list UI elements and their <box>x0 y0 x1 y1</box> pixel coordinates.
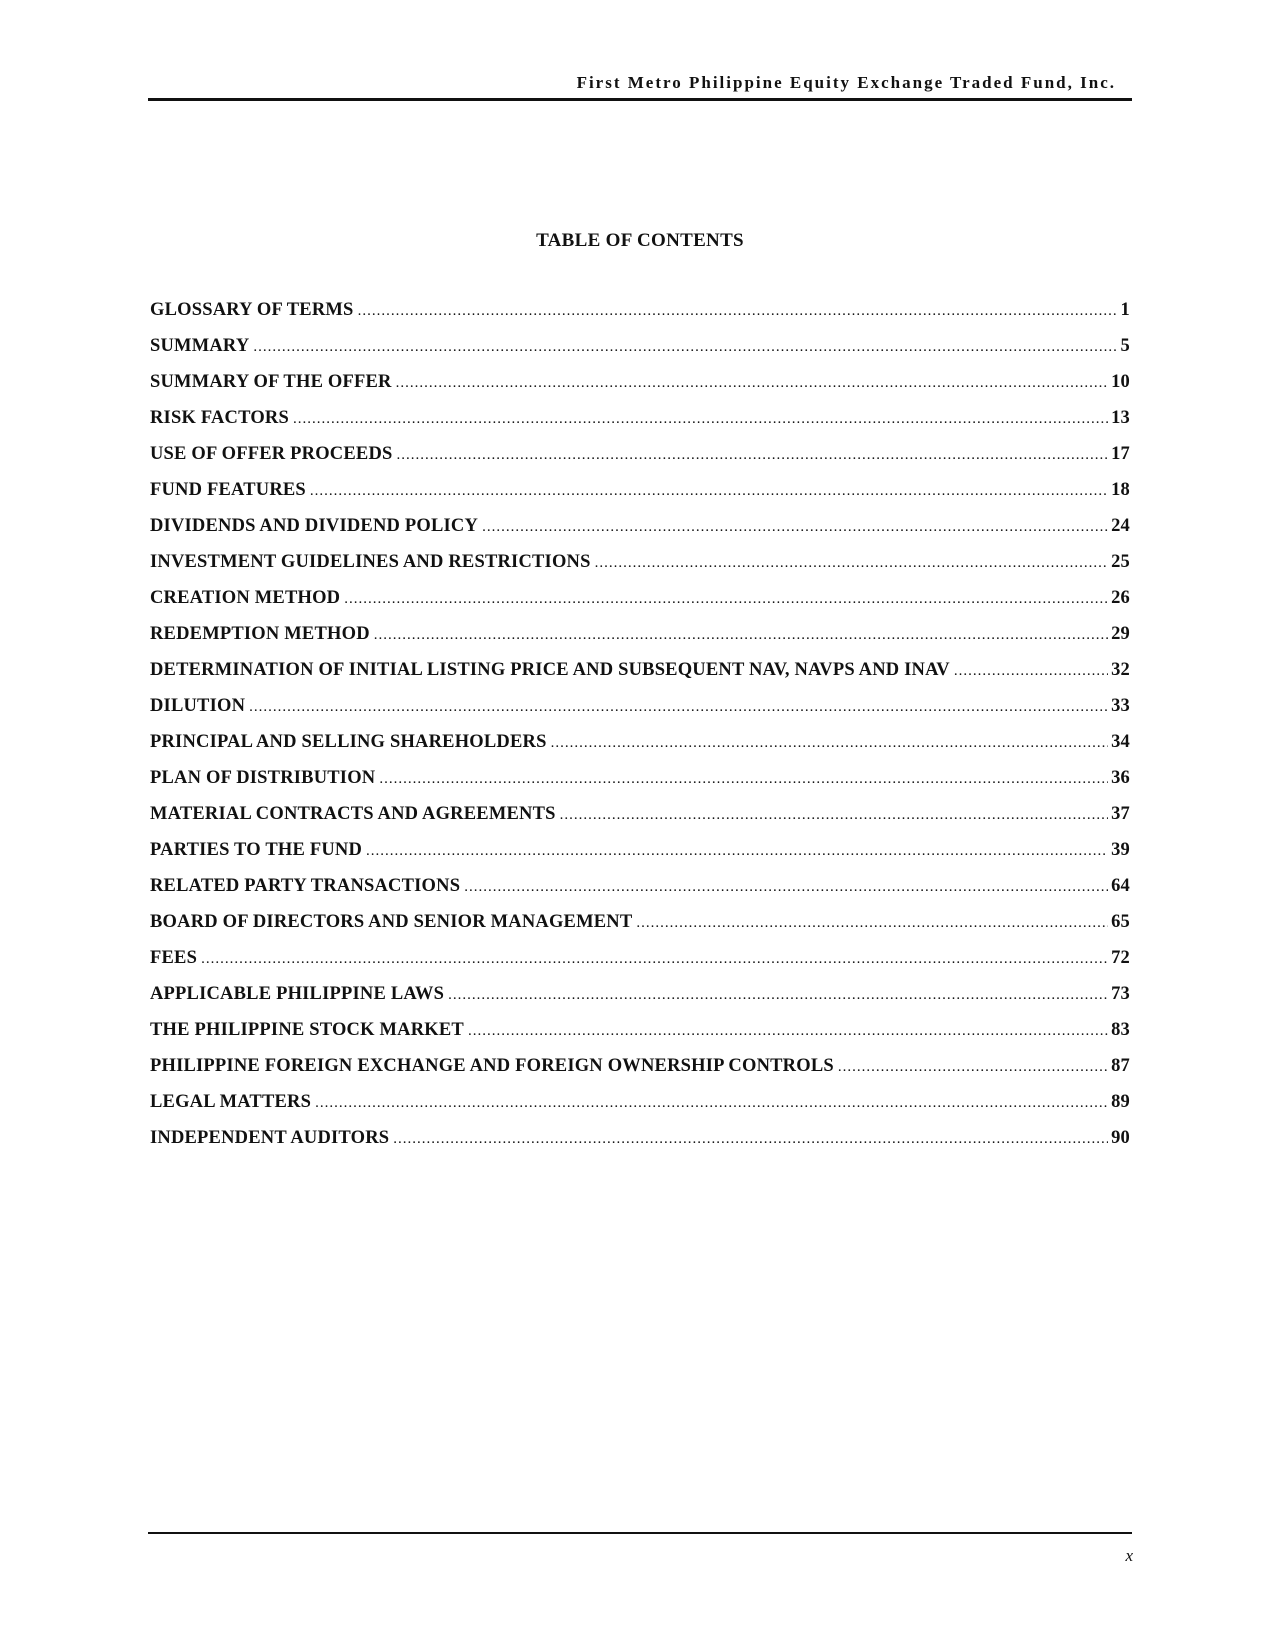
toc-entry-page: 34 <box>1111 732 1130 752</box>
toc-entry-label: REDEMPTION METHOD <box>150 624 370 644</box>
toc-entry-label: PRINCIPAL AND SELLING SHAREHOLDERS <box>150 732 547 752</box>
toc-dot-leader <box>310 483 1108 500</box>
toc-dot-leader <box>464 879 1108 896</box>
toc-dot-leader <box>253 339 1117 356</box>
toc-dot-leader <box>954 663 1108 680</box>
toc-entry-page: 37 <box>1111 804 1130 824</box>
toc-dot-leader <box>201 951 1108 968</box>
toc-entry[interactable] <box>150 768 1130 804</box>
toc-entry-page: 26 <box>1111 588 1130 608</box>
toc-dot-leader <box>293 411 1108 428</box>
toc-entry-label: USE OF OFFER PROCEEDS <box>150 444 393 464</box>
toc-dot-leader <box>636 915 1108 932</box>
toc-dot-leader <box>595 555 1109 572</box>
toc-entry-label: APPLICABLE PHILIPPINE LAWS <box>150 984 445 1004</box>
toc-entry-page: 33 <box>1111 696 1130 716</box>
toc-dot-leader <box>551 735 1109 752</box>
toc-entry-page: 83 <box>1111 1020 1130 1040</box>
toc-entry-page: 89 <box>1111 1092 1130 1112</box>
toc-entry-page: 36 <box>1111 768 1130 788</box>
toc-dot-leader <box>358 303 1118 320</box>
toc-entry[interactable] <box>150 1056 1130 1092</box>
toc-entry[interactable] <box>150 1020 1130 1056</box>
toc-dot-leader <box>366 843 1108 860</box>
toc-dot-leader <box>468 1023 1108 1040</box>
running-header: First Metro Philippine Equity Exchange Traded Fund, Inc. <box>576 73 1116 92</box>
toc-entry-page: 32 <box>1111 660 1130 680</box>
toc-entry-page: 39 <box>1111 840 1130 860</box>
toc-entry[interactable] <box>150 1128 1130 1164</box>
toc-entry-label: SUMMARY OF THE OFFER <box>150 372 392 392</box>
toc-entry-label: PLAN OF DISTRIBUTION <box>150 768 376 788</box>
footer-page-number: x <box>1125 1546 1133 1565</box>
toc-entry-label: GLOSSARY OF TERMS <box>150 300 354 320</box>
toc-dot-leader <box>560 807 1108 824</box>
toc-entry-label: DETERMINATION OF INITIAL LISTING PRICE AND SUBSEQUENT NAV, NAVPS AND INAV <box>150 660 950 680</box>
header-rule <box>148 98 1132 101</box>
toc-dot-leader <box>374 627 1108 644</box>
footer-rule <box>148 1532 1132 1534</box>
toc-entry-label: MATERIAL CONTRACTS AND AGREEMENTS <box>150 804 556 824</box>
toc-dot-leader <box>482 519 1108 536</box>
toc-dot-leader <box>249 699 1108 716</box>
toc-entry-page: 24 <box>1111 516 1130 536</box>
toc-entry[interactable] <box>150 516 1130 552</box>
toc-entry-page: 25 <box>1111 552 1130 572</box>
toc-dot-leader <box>393 1131 1108 1148</box>
toc-dot-leader <box>379 771 1108 788</box>
toc-entry-label: DILUTION <box>150 696 246 716</box>
toc-entry-page: 90 <box>1111 1128 1130 1148</box>
toc-entry-label: INVESTMENT GUIDELINES AND RESTRICTIONS <box>150 552 591 572</box>
toc-entry-page: 1 <box>1120 300 1130 320</box>
toc-entry-label: SUMMARY <box>150 336 250 356</box>
toc-entry-page: 64 <box>1111 876 1130 896</box>
toc-entry[interactable] <box>150 696 1130 732</box>
toc-title: TABLE OF CONTENTS <box>536 230 744 251</box>
toc-entry-label: LEGAL MATTERS <box>150 1092 312 1112</box>
toc-entry-label: RELATED PARTY TRANSACTIONS <box>150 876 461 896</box>
toc-entry[interactable] <box>150 336 1130 372</box>
toc-entry[interactable] <box>150 300 1130 336</box>
toc-entry[interactable] <box>150 408 1130 444</box>
toc-entry[interactable] <box>150 732 1130 768</box>
toc-dot-leader <box>396 375 1108 392</box>
toc-dot-leader <box>315 1095 1108 1112</box>
toc-entry-page: 65 <box>1111 912 1130 932</box>
toc-entry-label: INDEPENDENT AUDITORS <box>150 1128 390 1148</box>
toc-entry[interactable] <box>150 588 1130 624</box>
toc-entry-page: 13 <box>1111 408 1130 428</box>
toc-dot-leader <box>448 987 1108 1004</box>
toc-entry-page: 5 <box>1120 336 1130 356</box>
toc-entry-label: PHILIPPINE FOREIGN EXCHANGE AND FOREIGN OWNERSHIP CONTROLS <box>150 1056 834 1076</box>
toc-entry-page: 73 <box>1111 984 1130 1004</box>
toc-entry[interactable] <box>150 660 1130 696</box>
toc-entry-label: CREATION METHOD <box>150 588 341 608</box>
toc-entry[interactable] <box>150 552 1130 588</box>
toc-entry[interactable] <box>150 876 1130 912</box>
toc-entry-page: 18 <box>1111 480 1130 500</box>
toc-entry[interactable] <box>150 372 1130 408</box>
toc-entry[interactable] <box>150 984 1130 1020</box>
toc-entry-label: RISK FACTORS <box>150 408 289 428</box>
toc-dot-leader <box>344 591 1108 608</box>
toc-entry[interactable] <box>150 480 1130 516</box>
toc-entry[interactable] <box>150 804 1130 840</box>
toc-dot-leader <box>838 1059 1108 1076</box>
toc-entry[interactable] <box>150 1092 1130 1128</box>
toc-entry-label: BOARD OF DIRECTORS AND SENIOR MANAGEMENT <box>150 912 633 932</box>
toc-entry-page: 87 <box>1111 1056 1130 1076</box>
toc-entry-label: DIVIDENDS AND DIVIDEND POLICY <box>150 516 479 536</box>
toc-entry-page: 10 <box>1111 372 1130 392</box>
toc-entry-page: 72 <box>1111 948 1130 968</box>
toc-entry-page: 29 <box>1111 624 1130 644</box>
toc-entry[interactable] <box>150 948 1130 984</box>
toc-entry-label: FUND FEATURES <box>150 480 306 500</box>
toc-entry-page: 17 <box>1111 444 1130 464</box>
toc-entry-label: THE PHILIPPINE STOCK MARKET <box>150 1020 464 1040</box>
toc-entry[interactable] <box>150 912 1130 948</box>
toc-list <box>150 300 1130 1164</box>
toc-entry[interactable] <box>150 624 1130 660</box>
toc-entry[interactable] <box>150 444 1130 480</box>
toc-entry-label: FEES <box>150 948 198 968</box>
toc-entry-label: PARTIES TO THE FUND <box>150 840 363 860</box>
toc-entry[interactable] <box>150 840 1130 876</box>
toc-dot-leader <box>397 447 1109 464</box>
